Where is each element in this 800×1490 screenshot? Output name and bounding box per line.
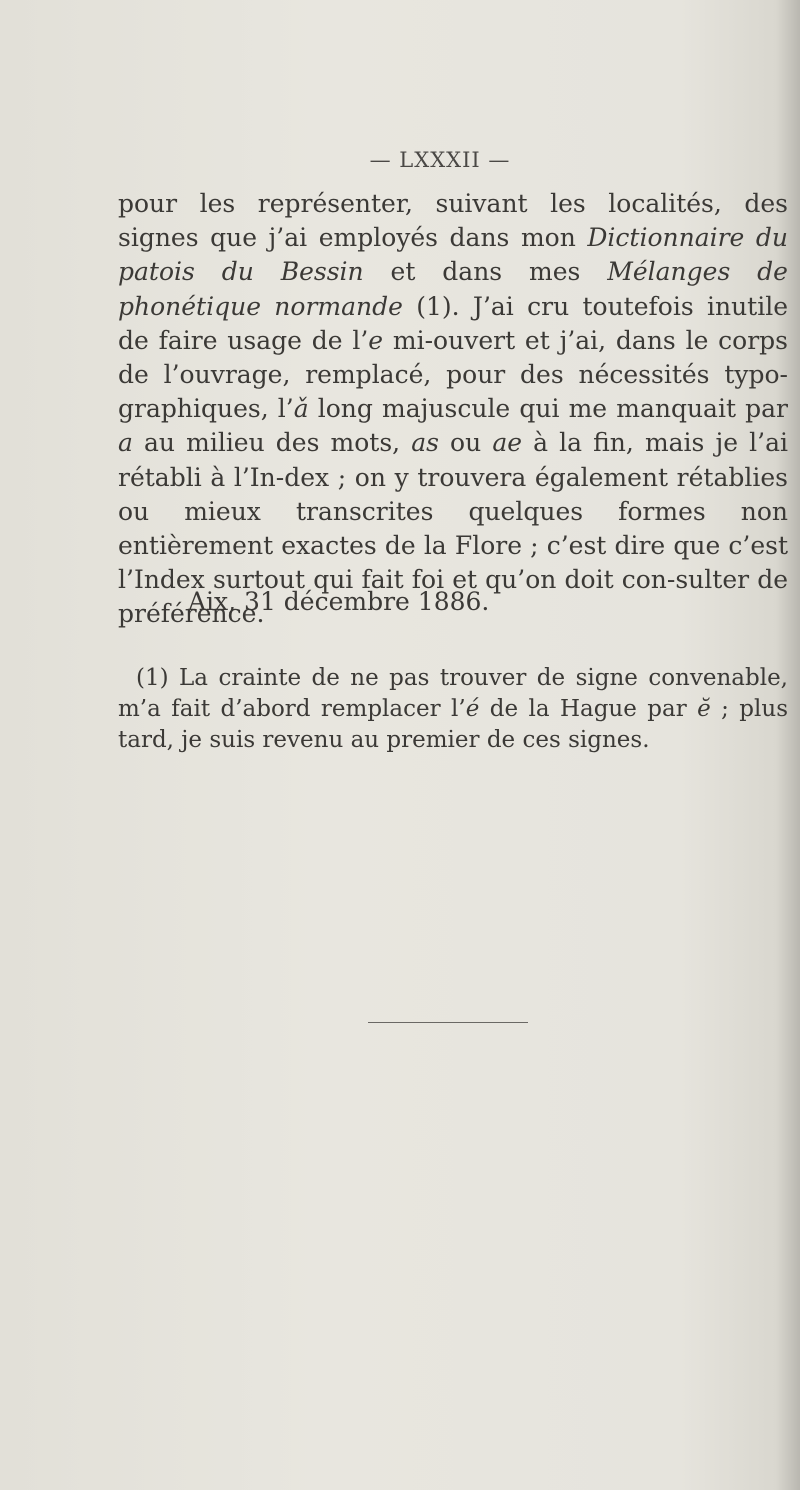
main-paragraph	[118, 187, 788, 632]
italic-title-melanges: Mélanges de phonétique normande	[118, 257, 788, 321]
italic-letter: ĕ	[697, 696, 711, 722]
text-run: ; plus tard, je suis revenu au premier de ces signes.	[118, 696, 788, 753]
footnote-text	[118, 663, 788, 756]
paragraph-text	[118, 187, 788, 632]
text-run: et dans mes	[363, 257, 608, 287]
italic-letter: ae	[492, 428, 523, 458]
italic-title-dictionnaire: Dictionnaire du patois du Bessin	[118, 223, 788, 287]
italic-letter: a	[118, 428, 133, 458]
italic-letter: ǎ	[293, 394, 309, 424]
italic-letter: e	[368, 325, 384, 355]
text-run: mi-ouvert et j’ai, dans le corps de l’ouvrage, remplacé, pour des nécessités typo-graphiques, l’	[118, 325, 788, 424]
text-run: ou	[438, 428, 493, 458]
end-rule	[368, 1022, 528, 1023]
italic-letter: é	[465, 696, 480, 722]
text-run: (1). J’ai cru toutefois inutile de faire usage de l’	[118, 291, 789, 355]
text-run: long majuscule qui me manquait par	[308, 394, 788, 424]
footnote	[118, 663, 788, 756]
text-run: à la fin, mais je l’ai rétabli à l’In-dex ; on y trouvera également rétablies ou mieux transcrites quelques formes non entièrement exactes de la Flore ; c’est dire que c’est l’Index surtout qui fait foi et qu’on doit con-sulter de préférence.	[118, 428, 788, 629]
italic-letter: as	[411, 428, 439, 458]
text-run: pour les représenter, suivant les localités, des signes que j’ai employés dans mon	[118, 189, 788, 253]
text-run: de la Hague par	[479, 696, 698, 722]
text-run: (1) La crainte de ne pas trouver de signe convenable, m’a fait d’abord remplacer l’	[118, 665, 788, 722]
page-header: — LXXXII —	[369, 148, 511, 172]
text-run: au milieu des mots,	[132, 428, 412, 458]
dateline: Aix, 31 décembre 1886.	[188, 587, 490, 616]
